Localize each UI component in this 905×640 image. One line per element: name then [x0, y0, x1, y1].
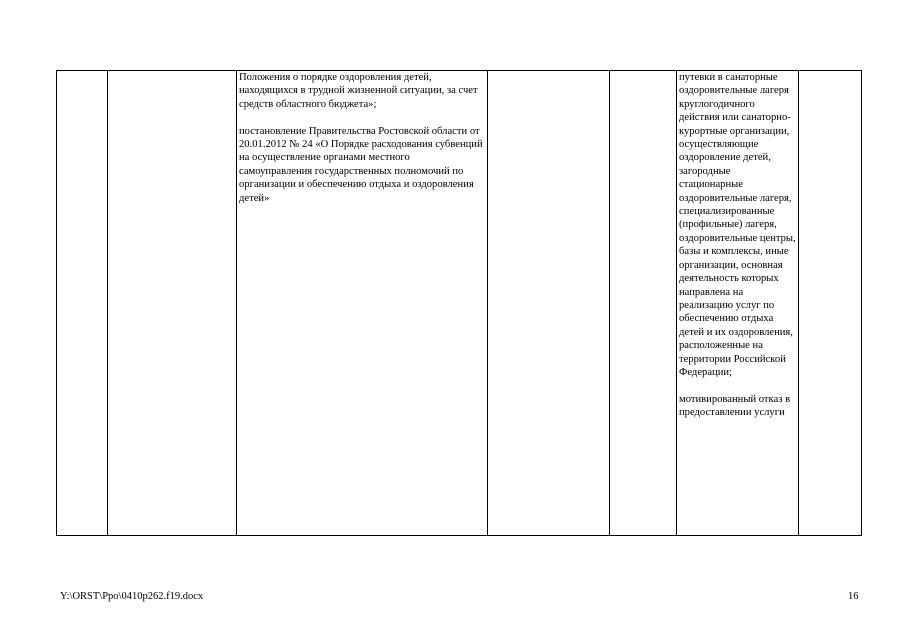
footer-file-path: Y:\ORST\Ppo\0410p262.f19.docx	[60, 591, 204, 602]
cell-service-name	[108, 71, 237, 536]
result-paragraph-2: мотивированный отказ в предоставлении услуги	[679, 393, 791, 419]
table-row	[57, 71, 862, 536]
legal-basis-paragraph-2: постановление Правительства Ростовской области от 20.01.2012 № 24 «О Порядке расходования субвенций на осуществление органами местного самоуправления государственных полномочий по организации и обеспечению отдыха и оздоровления детей»	[239, 125, 483, 204]
cell-empty-7	[799, 71, 862, 536]
cell-legal-basis	[237, 71, 488, 536]
cell-empty-4	[488, 71, 610, 536]
legal-basis-paragraph-1: Положения о порядке оздоровления детей, находящихся в трудной жизненной ситуации, за счет средств областного бюджета»;	[239, 72, 478, 110]
page-number: 16	[848, 591, 859, 602]
result-paragraph-1: путевки в санаторные оздоровительные лагеря круглогодичного действия или санаторно-курортные организации, осуществляющие оздоровление детей, загородные стационарные оздоровительные лагеря, специализированные (профильные) лагеря, оздоровительные центры, базы и комплексы, иные организации, основная деятельность которых направлена на реализацию услуг по обеспечению отдыха детей и их оздоровления, расположенные на территории Российской Федерации;	[679, 72, 796, 378]
document-table	[56, 70, 862, 536]
cell-number	[57, 71, 108, 536]
cell-empty-5	[610, 71, 677, 536]
cell-result	[677, 71, 799, 536]
